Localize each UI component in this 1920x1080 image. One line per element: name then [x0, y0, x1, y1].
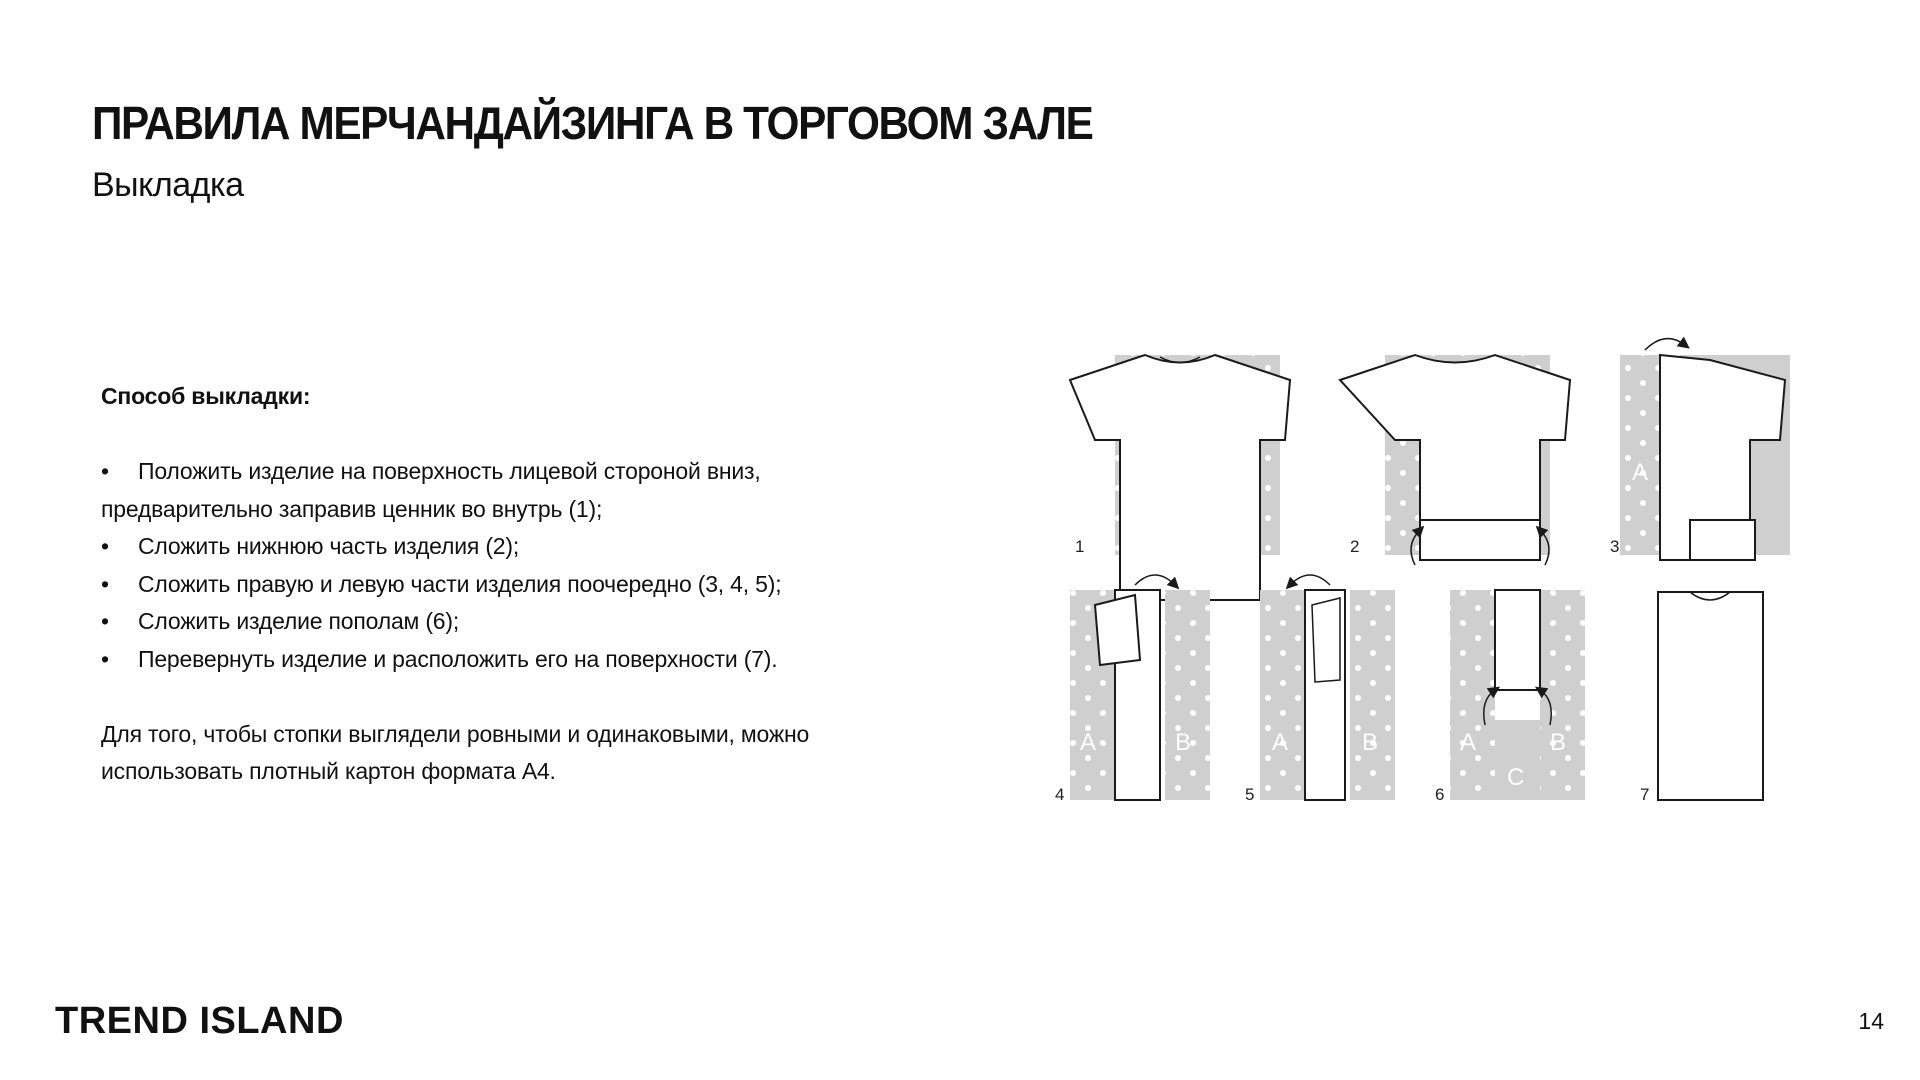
step-1-figure: [1070, 355, 1290, 600]
step-label: 6: [1435, 785, 1445, 804]
step-label: 5: [1245, 785, 1255, 804]
step-label: 4: [1055, 785, 1065, 804]
step-label: 3: [1610, 537, 1620, 556]
tshirt-icon-6: [1495, 590, 1540, 690]
list-item: • Перевернуть изделие и расположить его на поверхности (7).: [101, 641, 921, 679]
list-item: • Сложить правую и левую части изделия поочередно (3, 4, 5);: [101, 566, 921, 604]
brand-logo: TREND ISLAND: [55, 1000, 344, 1042]
step-label: 2: [1350, 537, 1360, 556]
bullet-icon: •: [101, 458, 109, 484]
instructions-block: [101, 378, 921, 791]
board-letter-c: C: [1507, 764, 1525, 791]
step-5-figure: [1245, 575, 1395, 804]
board-letter-a: A: [1080, 729, 1097, 756]
board-letter-a: A: [1272, 729, 1289, 756]
board-letter-b: B: [1550, 729, 1567, 756]
fold-arrow-icon: [1290, 575, 1330, 585]
instructions-heading: Способ выкладки:: [101, 383, 311, 409]
tshirt-folding-diagram: [1050, 330, 1840, 840]
list-item-continuation: предварительно заправив ценник во внутрь (1);: [101, 495, 603, 522]
board-letter-a: A: [1632, 459, 1649, 486]
board-letter-b: B: [1362, 729, 1379, 756]
note-text-line-1: Для того, чтобы стопки выглядели ровными и одинаковыми, можно: [101, 720, 810, 747]
fold-arrow-icon: [1645, 339, 1685, 350]
page-subtitle: Выкладка: [92, 166, 244, 204]
instructions-list: [101, 453, 921, 678]
bullet-icon: •: [101, 645, 109, 672]
bullet-icon: •: [101, 608, 109, 634]
step-7-figure: [1640, 592, 1763, 804]
step-3-figure: [1610, 339, 1790, 560]
bullet-icon: •: [101, 570, 109, 597]
folded-tshirt-icon: [1658, 592, 1763, 800]
bullet-icon: •: [101, 533, 109, 559]
step-4-figure: [1055, 575, 1210, 804]
list-item: • Сложить изделие пополам (6);: [101, 603, 921, 641]
list-item: • Положить изделие на поверхность лицевой стороной вниз,: [101, 453, 921, 491]
page-title: ПРАВИЛА МЕРЧАНДАЙЗИНГА В ТОРГОВОМ ЗАЛЕ: [92, 97, 1093, 149]
list-item: • Сложить нижнюю часть изделия (2);: [101, 528, 921, 566]
board-letter-b: B: [1175, 729, 1192, 756]
step-6-figure: [1435, 590, 1585, 804]
page-number: 14: [1858, 1008, 1884, 1034]
note-text-line-2: использовать плотный картон формата А4.: [101, 758, 556, 784]
step-label: 1: [1075, 537, 1085, 556]
step-label: 7: [1640, 785, 1650, 804]
board-letter-a: A: [1460, 729, 1477, 756]
tshirt-icon-1: [1070, 355, 1290, 600]
step-2-figure: [1340, 355, 1570, 565]
